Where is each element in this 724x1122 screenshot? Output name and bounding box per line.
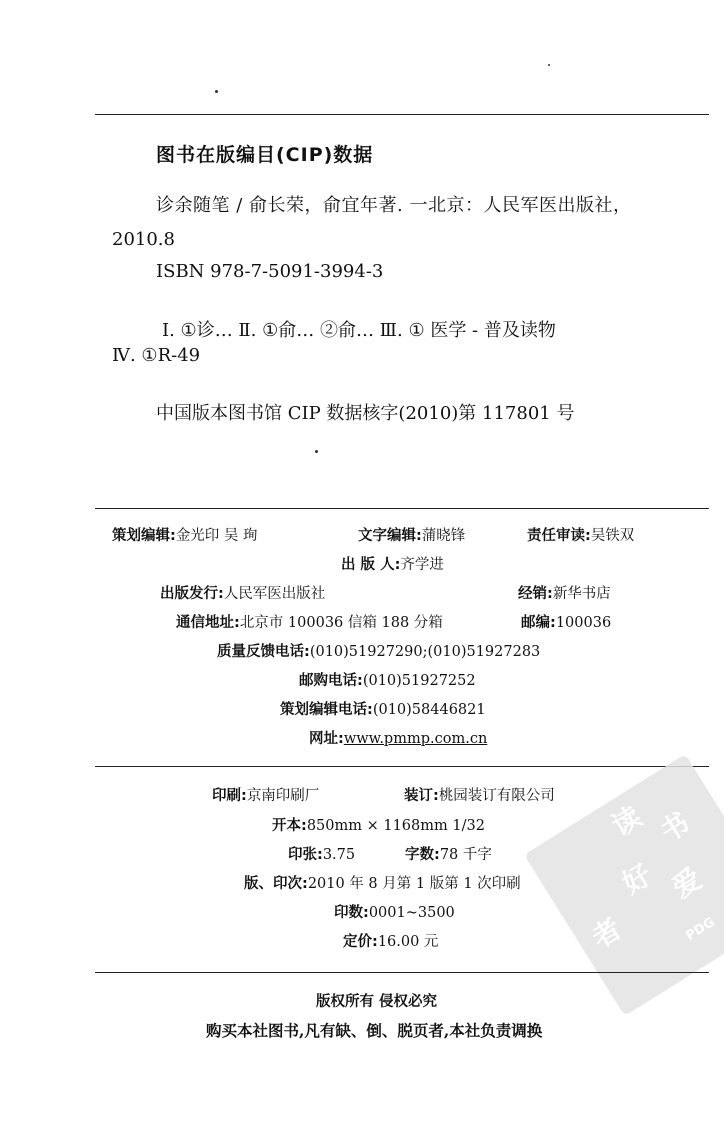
binding-value: 桃园装订有限公司 (438, 788, 555, 804)
speck (315, 450, 318, 453)
price (343, 930, 438, 951)
speck (215, 90, 218, 93)
printer-label: 印刷: (212, 788, 247, 804)
printer-value: 京南印刷厂 (246, 788, 320, 804)
replacement-notice: 购买本社图书,凡有缺、倒、脱页者,本社负责调换 (206, 1021, 543, 1040)
watermark-char: 书 (654, 805, 696, 849)
edition-label: 版、印次: (244, 876, 308, 892)
footer-top-rule (95, 972, 709, 973)
words (405, 843, 492, 864)
planning-editor (112, 524, 258, 545)
top-rule (95, 114, 709, 115)
book-line: 诊余随笔 / 俞长荣，俞宜年著. 一北京：人民军医出版社， (156, 195, 632, 216)
planning-editor-value: 金光印 吴 珣 (175, 528, 258, 544)
format-label: 开本: (272, 818, 307, 834)
address-value: 北京市 100036 信箱 188 分箱 (239, 615, 443, 631)
postcode-value: 100036 (555, 615, 612, 631)
text-editor-value: 蒲晓锋 (421, 528, 466, 544)
quality-phone (217, 640, 540, 661)
quality-phone-value: (010)51927290;(010)51927283 (309, 644, 541, 660)
website-label: 网址: (309, 731, 344, 747)
price-value: 16.00 元 (377, 934, 439, 950)
publisher-person (341, 553, 444, 574)
address-label: 通信地址: (176, 615, 240, 631)
address (176, 611, 443, 632)
watermark-char: 好 (616, 857, 658, 901)
cip-title: 图书在版编目(CIP)数据 (156, 144, 374, 166)
planning-phone-value: (010)58446821 (372, 702, 486, 718)
print-run-label: 印数: (334, 905, 369, 921)
sheets (288, 843, 355, 864)
planning-phone-label: 策划编辑电话: (280, 702, 373, 718)
isbn: ISBN 978-7-5091-3994-3 (156, 261, 384, 282)
watermark-char: 者 (586, 911, 628, 955)
proofreader-label: 责任审读: (527, 528, 591, 544)
watermark-char: 读 (606, 799, 648, 843)
words-value: 78 千字 (439, 847, 492, 863)
sales-value: 新华书店 (552, 586, 611, 602)
order-phone-value: (010)51927252 (362, 673, 476, 689)
binding (404, 784, 555, 805)
publisher-person-value: 齐学进 (400, 557, 444, 573)
copyright-notice: 版权所有 侵权必究 (316, 994, 438, 1010)
edition (244, 872, 521, 893)
quality-phone-label: 质量反馈电话: (217, 644, 310, 660)
distribution-value: 人民军医出版社 (223, 586, 326, 602)
price-label: 定价: (343, 934, 378, 950)
text-editor-label: 文字编辑: (358, 528, 422, 544)
proofreader (527, 524, 634, 545)
publication-year: 2010.8 (112, 229, 175, 250)
website-link[interactable]: www.pmmp.com.cn (343, 731, 488, 747)
planning-editor-label: 策划编辑: (112, 528, 176, 544)
credits-top-rule (95, 508, 709, 509)
postcode-label: 邮编: (521, 615, 556, 631)
distribution-label: 出版发行: (160, 586, 224, 602)
sales (518, 582, 611, 603)
print-run-value: 0001~3500 (368, 905, 455, 921)
print-run (334, 901, 455, 922)
proofreader-value: 吴铁双 (590, 528, 635, 544)
classification-line-1: Ⅰ. ①诊… Ⅱ. ①俞… ②俞… Ⅲ. ① 医学 - 普及读物 (162, 320, 556, 341)
order-phone (299, 669, 476, 690)
text-editor (358, 524, 465, 545)
watermark-pdg: PDG (683, 914, 718, 945)
printer (212, 784, 319, 805)
watermark-char: 爱 (666, 861, 708, 905)
binding-label: 装订: (404, 788, 439, 804)
words-label: 字数: (405, 847, 440, 863)
speck (548, 64, 550, 66)
format-value: 850mm × 1168mm 1/32 (306, 818, 485, 834)
cip-record-number: 中国版本图书馆 CIP 数据核字(2010)第 117801 号 (156, 403, 575, 424)
sales-label: 经销: (518, 586, 553, 602)
sheets-label: 印张: (288, 847, 323, 863)
website (309, 727, 487, 748)
printing-top-rule (95, 766, 709, 767)
edition-value: 2010 年 8 月第 1 版第 1 次印刷 (307, 876, 521, 892)
postcode (521, 611, 611, 632)
order-phone-label: 邮购电话: (299, 673, 363, 689)
planning-phone (280, 698, 486, 719)
distribution (160, 582, 325, 603)
sheets-value: 3.75 (322, 847, 356, 863)
classification-line-2: Ⅳ. ①R-49 (112, 345, 201, 366)
format (272, 814, 485, 835)
publisher-person-label: 出 版 人: (341, 557, 401, 573)
